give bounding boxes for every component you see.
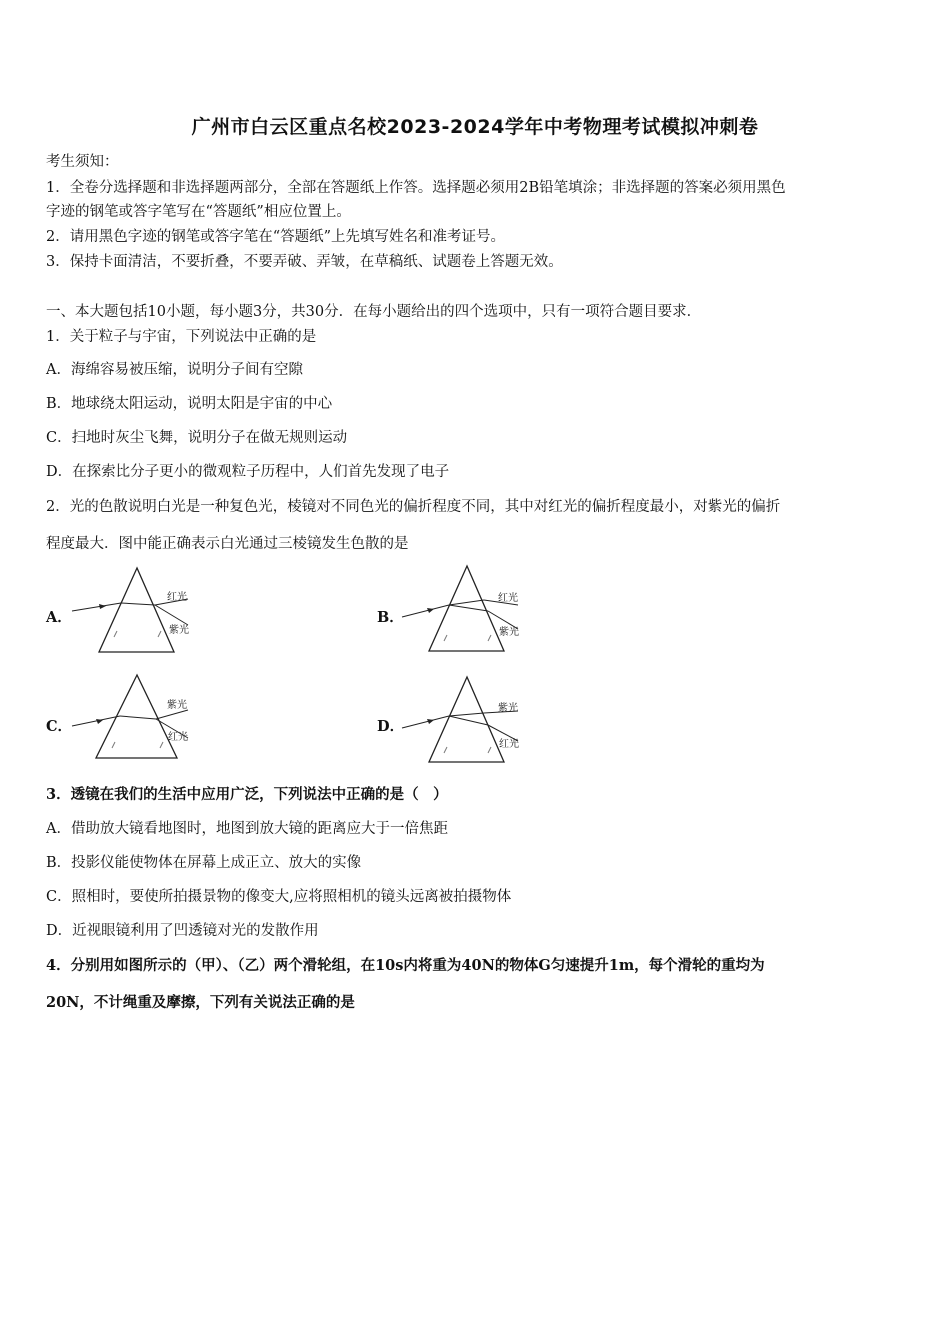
- prism-c-inner-ray: [120, 716, 156, 719]
- prism-a-bottom-label: 紫光: [169, 625, 189, 636]
- prism-figure-a: [70, 565, 200, 655]
- prism-d-inner-ray-top: [449, 713, 484, 716]
- q3-option-c: C．照相时，要使所拍摄景物的像变大,应将照相机的镜头远离被拍摄物体: [46, 889, 512, 905]
- prism-b-incident-ray: [402, 605, 449, 617]
- page-title: 广州市白云区重点名校2023-2024学年中考物理考试模拟冲刺卷: [191, 116, 759, 138]
- q4-stem-line-1: 4．分别用如图所示的（甲）、（乙）两个滑轮组，在10s内将重为40N的物体G匀速提升1m，每个滑轮的重均为: [46, 957, 765, 974]
- notice-line-4: 3．保持卡面清洁，不要折叠，不要弄破、弄皱，在草稿纸、试题卷上答题无效。: [46, 254, 563, 270]
- notice-line-3: 2．请用黑色字迹的钢笔或答字笔在“答题纸”上先填写姓名和准考证号。: [46, 229, 506, 245]
- q4-stem-line-2: 20N，不计绳重及摩擦，下列有关说法正确的是: [46, 994, 355, 1011]
- prism-figure-c: [70, 672, 200, 764]
- notice-line-2: 字迹的钢笔或答字笔写在“答题纸”相应位置上。: [46, 204, 351, 220]
- prism-b-triangle: [429, 566, 504, 651]
- prism-a-inner-ray: [121, 603, 155, 605]
- figure-d-label: D．: [377, 718, 405, 735]
- q3-stem: 3．透镜在我们的生活中应用广泛，下列说法中正确的是（ ）: [46, 786, 448, 803]
- prism-c-exit-ray-top: [156, 710, 188, 719]
- notice-heading: 考生须知：: [46, 154, 119, 170]
- q1-option-c: C．扫地时灰尘飞舞，说明分子在做无规则运动: [46, 430, 348, 446]
- q3-option-a: A．借助放大镜看地图时，地图到放大镜的距离应大于一倍焦距: [46, 821, 448, 837]
- q3-option-b: B．投影仪能使物体在屏幕上成正立、放大的实像: [46, 855, 362, 871]
- prism-a-arrow: [99, 604, 106, 609]
- prism-figure-b: [400, 563, 530, 657]
- prism-d-triangle: [429, 677, 504, 762]
- prism-d-incident-ray: [402, 716, 449, 728]
- q2-stem-line-1: 2．光的色散说明白光是一种复色光，棱镜对不同色光的偏折程度不同，其中对红光的偏折程度最小，对紫光的偏折: [46, 499, 781, 515]
- prism-figure-d: [400, 673, 530, 767]
- section-heading: 一、本大题包括10小题，每小题3分，共30分．在每小题给出的四个选项中，只有一项符合题目要求．: [46, 304, 702, 320]
- prism-a-exit-ray-bottom: [155, 605, 188, 625]
- q1-option-b: B．地球绕太阳运动，说明太阳是宇宙的中心: [46, 396, 333, 412]
- notice-line-1: 1．全卷分选择题和非选择题两部分，全部在答题纸上作答。选择题必须用2B铅笔填涂；非选择题的答案必须用黑色: [46, 180, 786, 196]
- figure-a-label: A．: [46, 609, 72, 626]
- prism-b-bottom-label: 紫光: [499, 627, 519, 638]
- prism-d-bottom-label: 红光: [499, 739, 519, 750]
- q1-stem: 1．关于粒子与宇宙，下列说法中正确的是: [46, 329, 317, 345]
- figure-c-label: C．: [46, 718, 73, 735]
- prism-b-inner-ray-top: [449, 600, 484, 605]
- prism-d-top-label: 紫光: [498, 703, 518, 714]
- prism-d-inner-ray-bottom: [449, 716, 488, 725]
- prism-b-inner-ray-bottom: [449, 605, 488, 611]
- prism-a-incident-ray: [72, 603, 121, 611]
- prism-c-top-label: 紫光: [167, 700, 187, 711]
- q1-option-d: D．在探索比分子更小的微观粒子历程中，人们首先发现了电子: [46, 464, 450, 480]
- q1-option-a: A．海绵容易被压缩，说明分子间有空隙: [46, 362, 303, 378]
- prism-a-top-label: 红光: [167, 592, 187, 603]
- q2-stem-line-2: 程度最大．图中能正确表示白光通过三棱镜发生色散的是: [46, 536, 409, 552]
- figure-b-label: B．: [377, 609, 404, 626]
- prism-c-bottom-label: 红光: [168, 732, 188, 743]
- q3-option-d: D．近视眼镜利用了凹透镜对光的发散作用: [46, 923, 319, 939]
- prism-b-top-label: 红光: [498, 593, 518, 604]
